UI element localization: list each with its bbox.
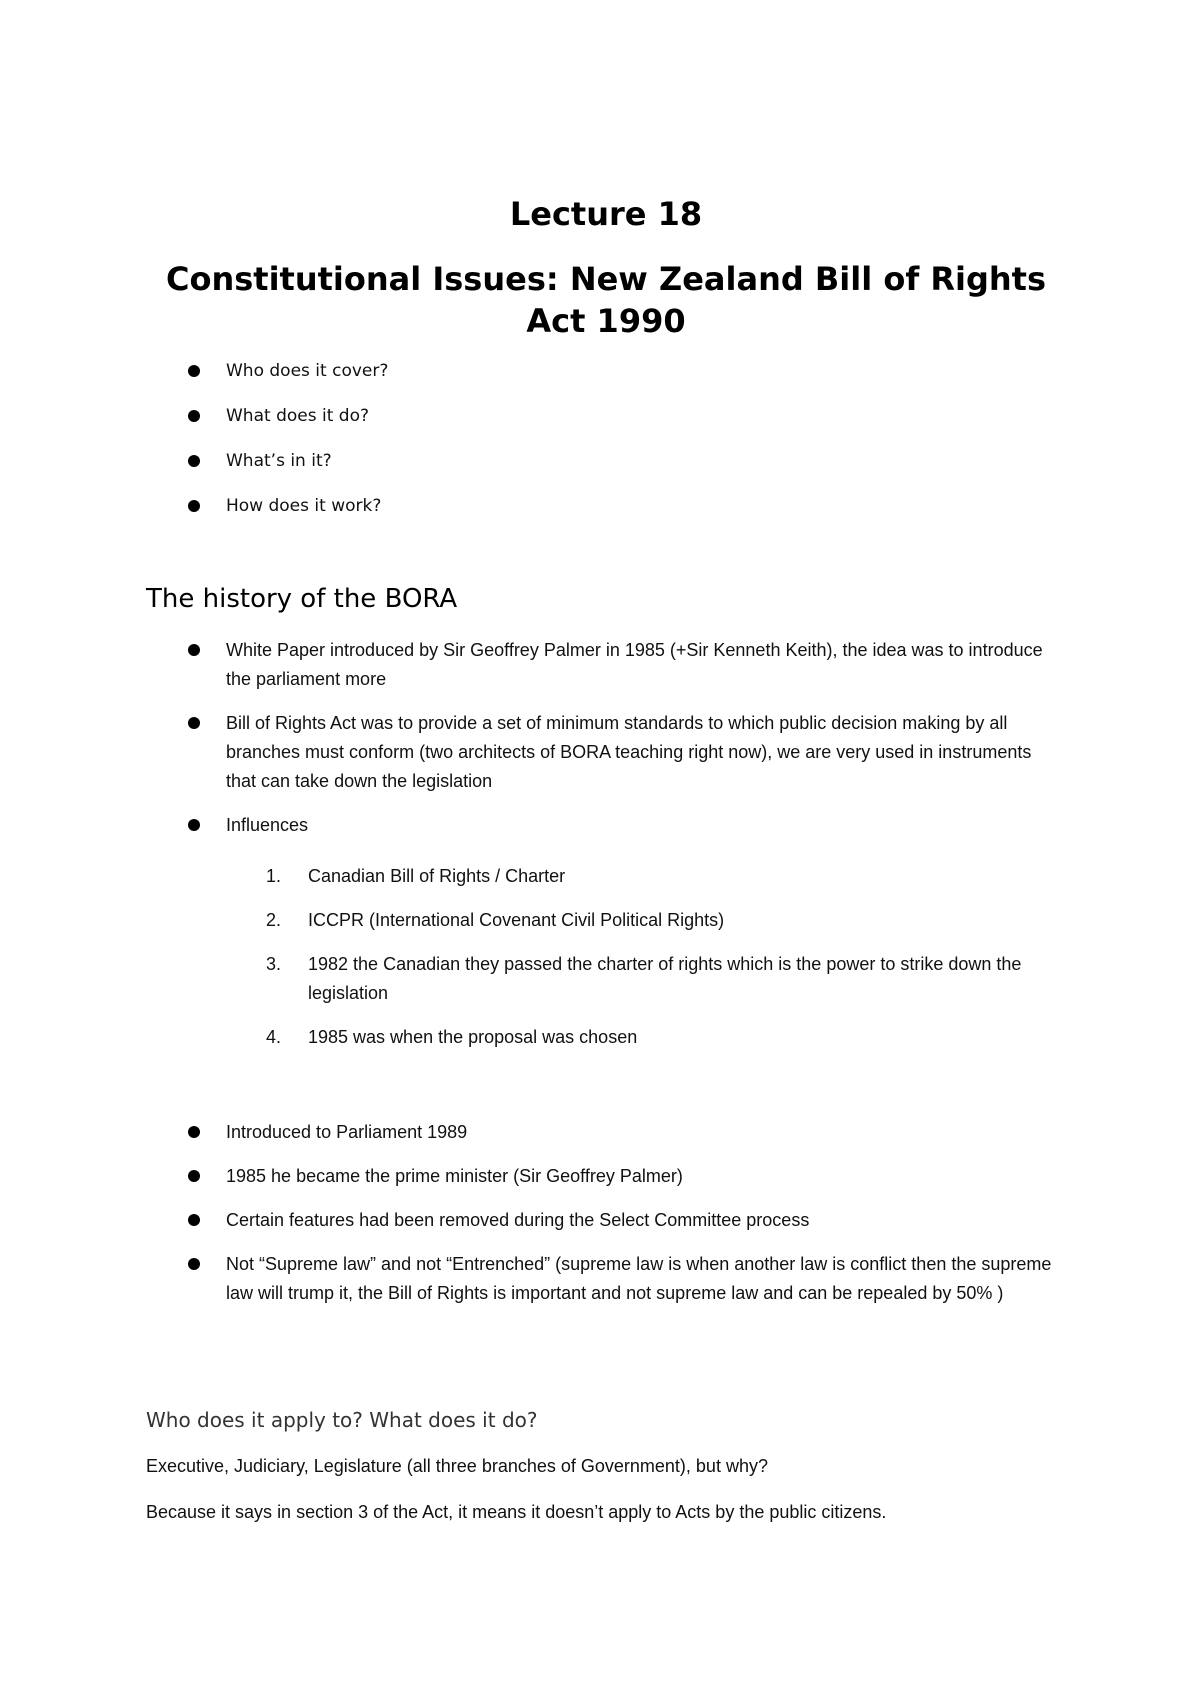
list-item-text: Influences — [226, 815, 309, 835]
bullet-icon — [188, 1258, 200, 1270]
history-bullet-list — [146, 636, 1066, 855]
list-item — [146, 1162, 1066, 1191]
list-item — [146, 811, 1066, 840]
apply-paragraph-1: Executive, Judiciary, Legislature (all three branches of Government), but why? — [146, 1456, 768, 1476]
bullet-icon — [188, 644, 200, 656]
list-item-text: Introduced to Parliament 1989 — [226, 1122, 468, 1142]
list-item — [146, 862, 1066, 891]
list-number: 3. — [266, 954, 282, 974]
lecture-title: Lecture 18 — [509, 195, 703, 233]
list-item — [146, 402, 1066, 431]
list-item — [146, 357, 1066, 386]
list-item-text: Who does it cover? — [226, 361, 389, 381]
list-number: 2. — [266, 910, 282, 930]
list-number: 4. — [266, 1027, 282, 1047]
list-item-text: ICCPR (International Covenant Civil Political Rights) — [308, 910, 725, 930]
list-item-text: Not “Supreme law” and not “Entrenched” (supreme law is when another law is conflict then the supreme law will trump it, the Bill of Rights is important and not supreme law and can be repealed by 50% ) — [226, 1254, 1052, 1303]
list-item-text: What does it do? — [226, 406, 369, 426]
bullet-icon — [188, 819, 200, 831]
list-item-text: 1985 was when the proposal was chosen — [308, 1027, 638, 1047]
history-bullet-list-continued — [146, 1118, 1066, 1323]
list-item — [146, 1118, 1066, 1147]
document-title: Constitutional Issues: New Zealand Bill of Rights Act 1990 — [165, 260, 1047, 340]
list-item — [146, 709, 1066, 796]
list-item — [146, 906, 1066, 935]
list-item-text: Canadian Bill of Rights / Charter — [308, 866, 566, 886]
influences-list — [146, 862, 1066, 1067]
intro-question-list — [146, 357, 1066, 537]
list-number: 1. — [266, 866, 282, 886]
list-item — [146, 950, 1066, 1008]
list-item — [146, 636, 1066, 694]
bullet-icon — [188, 410, 200, 422]
apply-paragraph-2: Because it says in section 3 of the Act, it means it doesn’t apply to Acts by the public citizens. — [146, 1502, 887, 1522]
history-heading: The history of the BORA — [146, 584, 458, 614]
list-item-text: How does it work? — [226, 496, 382, 516]
list-item-text: White Paper introduced by Sir Geoffrey Palmer in 1985 (+Sir Kenneth Keith), the idea was to introduce the parliament more — [226, 640, 1043, 689]
list-item-text: 1985 he became the prime minister (Sir Geoffrey Palmer) — [226, 1166, 683, 1186]
bullet-icon — [188, 1214, 200, 1226]
bullet-icon — [188, 1126, 200, 1138]
apply-heading: Who does it apply to? What does it do? — [146, 1408, 538, 1432]
bullet-icon — [188, 500, 200, 512]
list-item-text: Bill of Rights Act was to provide a set of minimum standards to which public decision making by all branches must conform (two architects of BORA teaching right now), we are very used in instruments that can take down the legislation — [226, 713, 1032, 791]
list-item — [146, 447, 1066, 476]
list-item-text: 1982 the Canadian they passed the charter of rights which is the power to strike down the legislation — [308, 954, 1022, 1003]
bullet-icon — [188, 1170, 200, 1182]
list-item-text: Certain features had been removed during the Select Committee process — [226, 1210, 810, 1230]
list-item — [146, 492, 1066, 521]
list-item — [146, 1023, 1066, 1052]
bullet-icon — [188, 717, 200, 729]
list-item — [146, 1250, 1066, 1308]
bullet-icon — [188, 365, 200, 377]
bullet-icon — [188, 455, 200, 467]
list-item-text: What’s in it? — [226, 451, 332, 471]
list-item — [146, 1206, 1066, 1235]
